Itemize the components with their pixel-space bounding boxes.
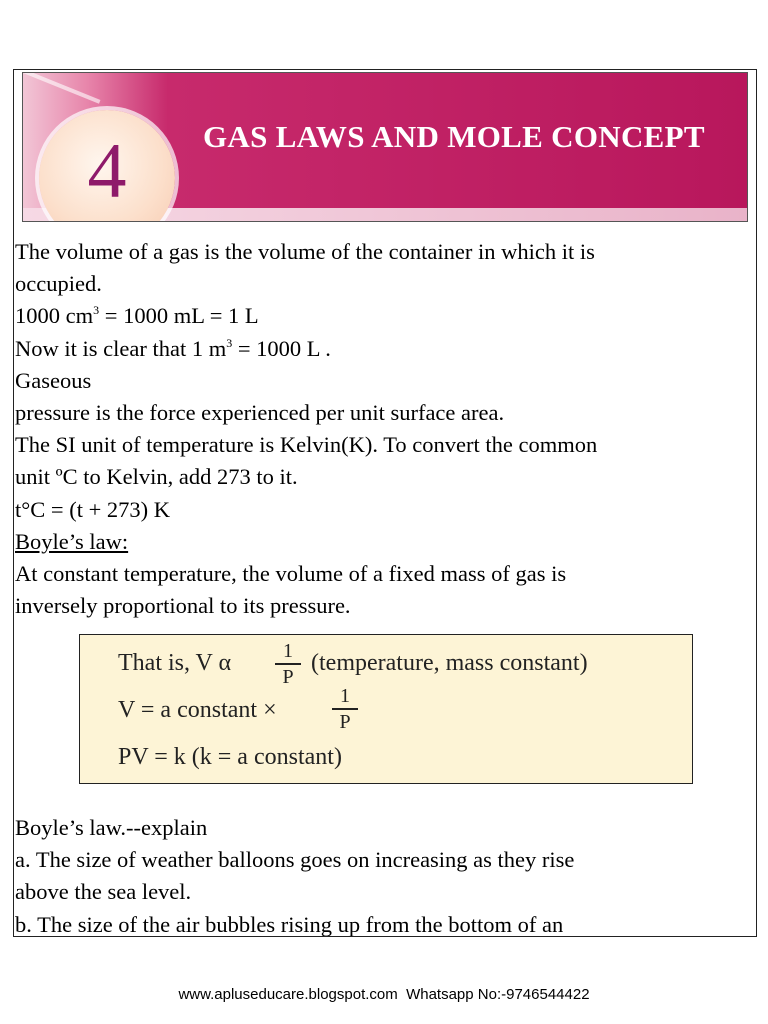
volume-line-2: occupied. [15,271,102,297]
conversion-cm3-post: = 1000 mL = 1 L [99,303,259,329]
boyle-heading: Boyle’s law: [15,528,129,554]
conversion-m3 [15,333,750,365]
temperature-formula: t°C = (t + 273) K [15,496,170,522]
fraction-2-denominator: P [339,710,351,733]
page-frame [13,69,757,937]
conversion-m3-pre: Now it is clear that 1 m [15,335,227,361]
banner-decoration [22,72,100,104]
conversion-m3-sup: 3 [226,335,233,350]
formula-line-2-pre: V = a constant × [118,697,277,723]
si-unit-line-2: unit ºC to Kelvin, add 273 to it. [15,464,298,490]
formula-line-3 [118,745,342,769]
explain-item-a-line-2: above the sea level. [15,879,192,905]
formula-line-1 [118,651,231,675]
formula-line-3-text: PV = k (k = a constant) [118,744,342,770]
conversion-m3-post: = 1000 L . [232,335,331,361]
fraction-2-numerator: 1 [340,685,350,707]
formula-line-2 [118,698,277,722]
fraction-1-denominator: P [282,665,294,688]
explain-heading: Boyle’s law.--explain [15,815,208,840]
volume-line-1: The volume of a gas is the volume of the container in which it is [15,239,595,264]
conversion-cm3-sup: 3 [93,303,100,318]
gaseous-line: Gaseous [15,367,92,393]
chapter-title: GAS LAWS AND MOLE CONCEPT [203,119,705,154]
conversion-cm3-pre: 1000 cm [15,303,94,329]
si-unit-line-1: The SI unit of temperature is Kelvin(K). To convert the common [15,432,598,458]
formula-condition-text: (temperature, mass constant) [311,650,588,676]
chapter-number: 4 [87,127,127,214]
explain-text [15,812,750,937]
boyle-definition-2: inversely proportional to its pressure. [15,593,351,619]
formula-box [79,634,693,784]
intro-text [15,236,750,622]
formula-line-1-pre: That is, V α [118,650,232,676]
fraction-1 [275,641,301,687]
fraction-1-numerator: 1 [283,640,293,662]
fraction-2 [332,686,358,732]
boyle-definition-1: At constant temperature, the volume of a fixed mass of gas is [15,561,567,587]
explain-item-b-line-1: b. The size of the air bubbles rising up from the bottom of an [15,911,564,937]
pressure-definition: pressure is the force experienced per unit surface area. [15,400,505,426]
explain-item-a-line-1: a. The size of weather balloons goes on increasing as they rise [15,847,575,873]
conversion-cm3 [15,300,750,332]
footer-text: www.apluseducare.blogspot.com Whatsapp No:-9746544422 [178,986,590,1003]
formula-line-1-condition [311,651,588,675]
chapter-banner [22,72,748,222]
